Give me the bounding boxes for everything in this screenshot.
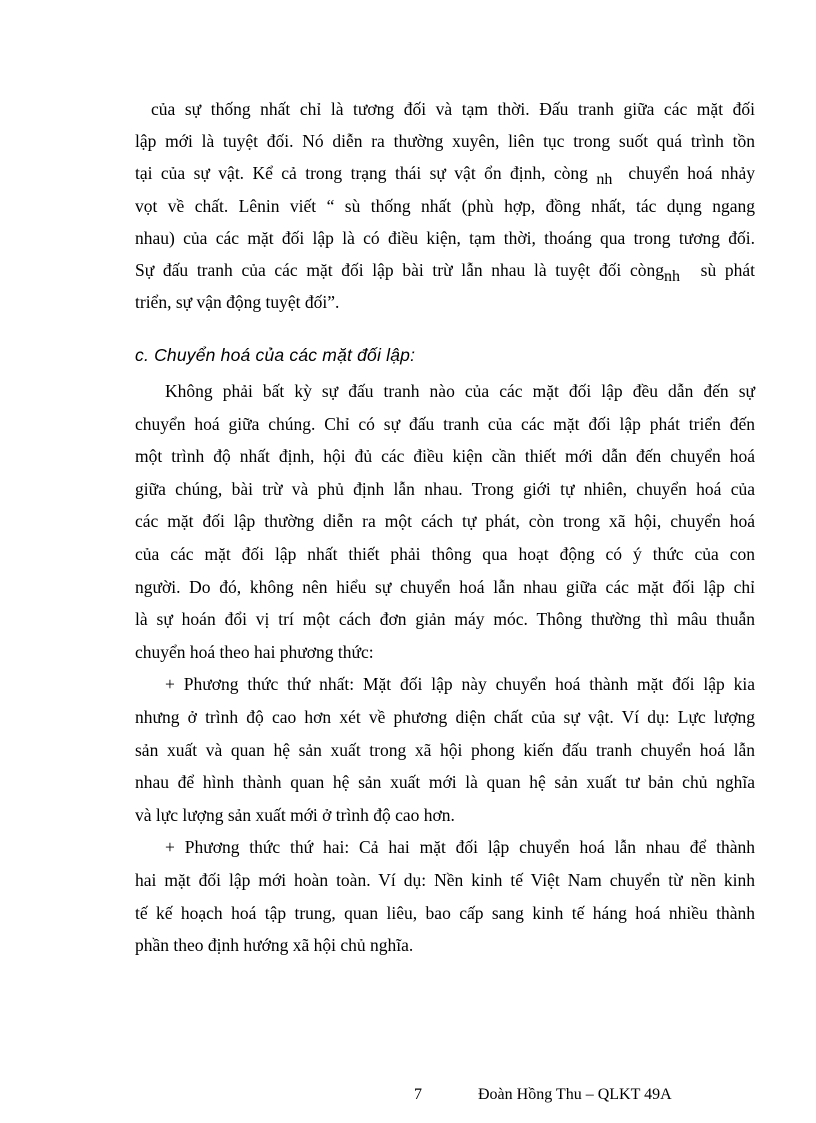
paragraph-line-part: tại của sự vật. Kể cả trong trạng thái sự vật ổn định, còng (135, 163, 588, 184)
paragraph-line: triển, sự vận động tuyệt đối”. (135, 292, 340, 313)
paragraph-line: + Phương thức thứ hai: Cả hai mặt đối lập chuyển hoá lẫn nhau để thành (165, 837, 755, 858)
paragraph-line: nhau) của các mặt đối lập là có điều kiện, tạm thời, thoáng qua trong tương đối. (135, 227, 755, 248)
paragraph-line: của các mặt đối lập nhất thiết phải thông qua hoạt động có ý thức của con (135, 543, 755, 564)
paragraph-line (135, 157, 755, 189)
paragraph-line: giữa chúng, bài trừ và phủ định lẫn nhau. Trong giới tự nhiên, chuyển hoá của (135, 478, 755, 499)
nh-label: nh (596, 171, 613, 189)
paragraph-continuation (135, 93, 755, 318)
paragraph-line-part: sù phát (700, 259, 755, 280)
footer-author: Đoàn Hồng Thu – QLKT 49A (478, 1086, 672, 1103)
paragraph-line: phần theo định hướng xã hội chủ nghĩa. (135, 935, 414, 956)
paragraph-line: nhau để hình thành quan hệ sản xuất mới là quan hệ sản xuất tư bản chủ nghĩa (135, 772, 755, 793)
paragraph-line: là sự hoán đổi vị trí một cách đơn giản máy móc. Thông thường thì mâu thuẫn (135, 609, 755, 630)
page-number: 7 (414, 1086, 422, 1103)
nh-label: nh (663, 267, 680, 285)
paragraph-line: chuyển hoá giữa chúng. Chỉ có sự đấu tranh của các mặt đối lập phát triển đến (135, 413, 755, 434)
section-heading: c. Chuyển hoá của các mặt đối lập: (135, 345, 416, 365)
paragraph-line: lập mới là tuyệt đối. Nó diễn ra thường xuyên, liên tục trong suốt quá trình tồn (135, 131, 755, 152)
paragraph-line: tế kế hoạch hoá tập trung, quan liêu, bao cấp sang kinh tế háng hoá nhiều thành (135, 902, 755, 923)
paragraph-line: vọt về chất. Lênin viết “ sù thống nhất (phù hợp, đồng nhất, tác dụng ngang (135, 195, 755, 216)
paragraph-line: + Phương thức thứ nhất: Mặt đối lập này chuyển hoá thành mặt đối lập kia (165, 674, 755, 695)
body-text (135, 375, 755, 962)
paragraph-line: chuyển hoá theo hai phương thức: (135, 641, 374, 662)
paragraph-line (135, 254, 755, 286)
paragraph-line: của sự thống nhất chỉ là tương đối và tạm thời. Đấu tranh giữa các mặt đối (151, 99, 755, 119)
paragraph-line: các mặt đối lập thường diễn ra một cách tự phát, còn trong xã hội, chuyển hoá (135, 511, 755, 532)
paragraph-line: hai mặt đối lập mới hoàn toàn. Ví dụ: Nền kinh tế Việt Nam chuyển từ nền kinh (135, 869, 755, 890)
paragraph-line: Không phải bất kỳ sự đấu tranh nào của các mặt đối lập đều dẫn đến sự (165, 381, 755, 401)
paragraph-line: người. Do đó, không nên hiểu sự chuyển hoá lẫn nhau giữa các mặt đối lập chỉ (135, 576, 755, 597)
paragraph-line: và lực lượng sản xuất mới ở trình độ cao hơn. (135, 804, 455, 825)
paragraph-line: một trình độ nhất định, hội đủ các điều kiện cần thiết mới dẫn đến chuyển hoá (135, 446, 755, 467)
paragraph-line-part: Sự đấu tranh của các mặt đối lập bài trừ lẫn nhau là tuyệt đối còng (135, 259, 664, 280)
paragraph-line: sản xuất và quan hệ sản xuất trong xã hội phong kiến đấu tranh chuyển hoá lẫn (135, 739, 755, 760)
paragraph-line-part: chuyển hoá nhảy (628, 163, 756, 184)
paragraph-line: nhưng ở trình độ cao hơn xét về phương diện chất của sự vật. Ví dụ: Lực lượng (135, 706, 755, 727)
